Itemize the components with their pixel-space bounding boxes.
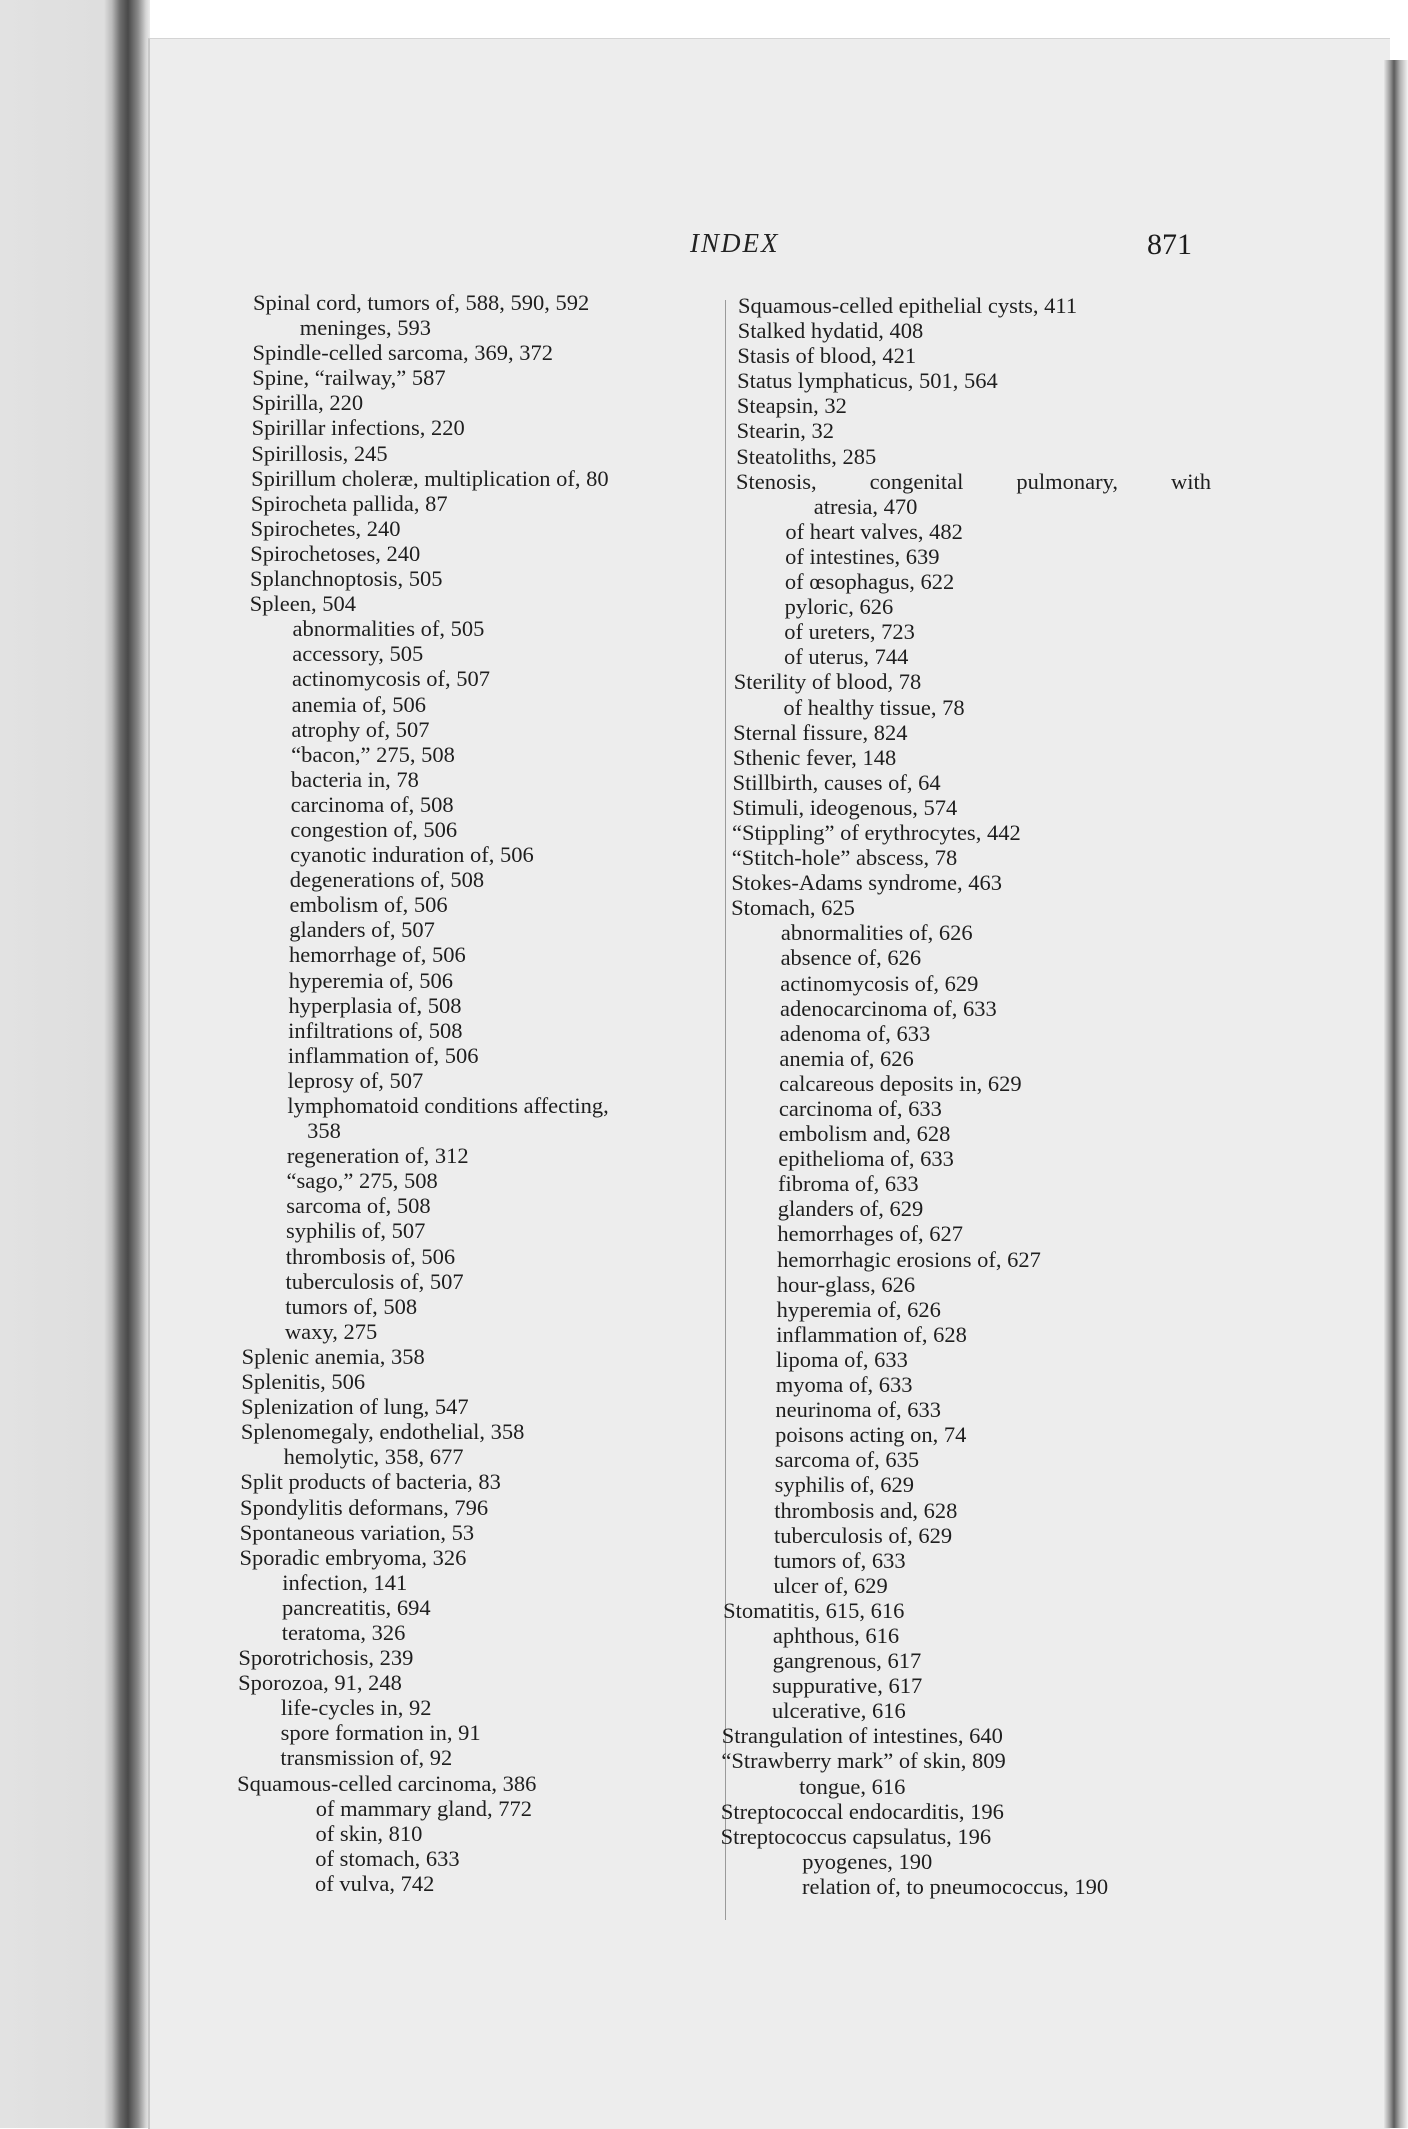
index-entry: accessory, 505 <box>292 641 424 667</box>
index-entry: Status lymphaticus, 501, 564 <box>737 368 998 394</box>
index-entry: of vulva, 742 <box>315 1870 435 1896</box>
index-entry: Sternal fissure, 824 <box>733 719 908 745</box>
index-entry: epithelioma of, 633 <box>778 1146 954 1172</box>
index-entry: regeneration of, 312 <box>286 1143 469 1169</box>
index-entry: ulcer of, 629 <box>773 1572 888 1598</box>
index-entry: “Stippling” of erythrocytes, 442 <box>732 819 1021 845</box>
index-entry: “sago,” 275, 508 <box>286 1168 438 1194</box>
index-entry: tumors of, 508 <box>285 1293 418 1319</box>
index-entry: carcinoma of, 633 <box>778 1096 942 1121</box>
index-entry: pancreatitis, 694 <box>281 1594 431 1620</box>
index-entry: gangrenous, 617 <box>772 1648 922 1674</box>
index-entry: carcinoma of, 508 <box>290 791 454 817</box>
index-entry: embolism and, 628 <box>778 1121 951 1147</box>
index-entry: Stasis of blood, 421 <box>737 343 917 369</box>
index-entry: 358 <box>307 1118 341 1144</box>
index-entry: Squamous-celled carcinoma, 386 <box>237 1770 537 1796</box>
index-entry: cyanotic induration of, 506 <box>290 842 534 868</box>
index-entry: Spontaneous variation, 53 <box>239 1519 475 1545</box>
index-entry: Spirocheta pallida, 87 <box>250 490 448 516</box>
index-entry: Spirilla, 220 <box>251 390 364 416</box>
running-head: INDEX <box>690 228 780 258</box>
index-entry: syphilis of, 629 <box>774 1472 914 1498</box>
index-entry: tongue, 616 <box>799 1773 906 1799</box>
index-entry: Steatoliths, 285 <box>736 443 877 469</box>
index-entry: tuberculosis of, 507 <box>285 1268 464 1294</box>
index-entry: absence of, 626 <box>780 945 922 971</box>
index-entry: Stillbirth, causes of, 64 <box>732 769 941 795</box>
index-entry: Splenomegaly, endothelial, 358 <box>240 1419 525 1445</box>
index-entry: Streptococcus capsulatus, 196 <box>720 1823 992 1849</box>
index-entry: glanders of, 629 <box>777 1196 924 1222</box>
index-entry: bacteria in, 78 <box>290 766 419 792</box>
index-entry: aphthous, 616 <box>772 1622 900 1648</box>
index-entry: Spindle-celled sarcoma, 369, 372 <box>252 340 553 366</box>
index-entry: lymphomatoid conditions affecting, <box>287 1093 609 1118</box>
index-entry: actinomycosis of, 507 <box>291 666 491 692</box>
index-entry: Squamous-celled epithelial cysts, 411 <box>738 293 1078 318</box>
index-entry: thrombosis of, 506 <box>285 1243 456 1269</box>
index-entry: myoma of, 633 <box>775 1372 913 1398</box>
index-entry: Sporadic embryoma, 326 <box>239 1544 467 1570</box>
index-entry: Stalked hydatid, 408 <box>737 318 924 344</box>
index-entry: abnormalities of, 626 <box>780 920 973 946</box>
index-entry: Sthenic fever, 148 <box>732 744 897 770</box>
index-entry: Stokes-Adams syndrome, 463 <box>731 870 1003 896</box>
index-entry: Spine, “railway,” 587 <box>252 365 446 391</box>
index-entry: leprosy of, 507 <box>287 1067 424 1093</box>
index-entry: of heart valves, 482 <box>785 518 963 544</box>
index-entry: Splenization of lung, 547 <box>241 1394 469 1420</box>
index-entry: life-cycles in, 92 <box>280 1695 432 1721</box>
index-entry: spore formation in, 91 <box>280 1720 481 1746</box>
index-entry: lipoma of, 633 <box>776 1346 908 1372</box>
index-entry: Stenosis, congenital pulmonary, with <box>736 468 1211 494</box>
index-entry: hemolytic, 358, 677 <box>283 1444 464 1470</box>
index-entry: hemorrhage of, 506 <box>288 942 466 968</box>
index-entry: transmission of, 92 <box>280 1745 453 1771</box>
index-entry: fibroma of, 633 <box>778 1171 919 1197</box>
index-entry: Spirillosis, 245 <box>251 440 388 466</box>
index-entry: of mammary gland, 772 <box>315 1795 532 1821</box>
index-entry: of œsophagus, 622 <box>784 569 955 595</box>
index-entry: ulcerative, 616 <box>772 1698 906 1724</box>
index-entry: Spirillum choleræ, multiplication of, 80 <box>251 465 609 491</box>
index-entry: hemorrhages of, 627 <box>777 1221 963 1247</box>
index-entry: relation of, to pneumococcus, 190 <box>802 1873 1109 1899</box>
index-entry: Stearin, 32 <box>736 418 835 444</box>
index-entry: adenoma of, 633 <box>779 1020 931 1046</box>
index-entry: atresia, 470 <box>813 493 918 519</box>
index-entry: Spirochetoses, 240 <box>250 540 421 566</box>
index-entry: infiltrations of, 508 <box>288 1017 463 1043</box>
index-entry: Splenitis, 506 <box>241 1369 366 1395</box>
index-entry: Strangulation of intestines, 640 <box>721 1723 1003 1749</box>
index-entry: teratoma, 326 <box>281 1619 406 1645</box>
index-entry: tumors of, 633 <box>773 1547 906 1573</box>
index-entry: of skin, 810 <box>315 1820 423 1846</box>
index-entry: Steapsin, 32 <box>736 393 847 419</box>
index-entry: “Strawberry mark” of skin, 809 <box>721 1748 1006 1774</box>
index-entry: inflammation of, 506 <box>287 1042 479 1068</box>
index-entry: “Stitch-hole” abscess, 78 <box>731 845 958 871</box>
index-entry: Sporotrichosis, 239 <box>238 1645 414 1671</box>
column-divider <box>725 300 726 1920</box>
index-entry: Streptococcal endocarditis, 196 <box>720 1798 1004 1824</box>
index-entry: Split products of bacteria, 83 <box>240 1469 501 1495</box>
index-entry: Sporozoa, 91, 248 <box>238 1670 402 1696</box>
index-entry: “bacon,” 275, 508 <box>291 741 455 767</box>
index-entry: of intestines, 639 <box>785 543 940 569</box>
index-entry: poisons acting on, 74 <box>775 1422 967 1448</box>
index-entry: hyperemia of, 626 <box>776 1296 941 1322</box>
index-entry: adenocarcinoma of, 633 <box>780 995 997 1021</box>
index-entry: calcareous deposits in, 629 <box>779 1070 1022 1096</box>
index-entry: Stomach, 625 <box>731 895 855 921</box>
index-entry: hour-glass, 626 <box>776 1271 916 1297</box>
index-entry: hyperemia of, 506 <box>288 967 454 993</box>
index-entry: actinomycosis of, 629 <box>780 970 979 996</box>
index-entry: sarcoma of, 508 <box>286 1193 431 1219</box>
index-entry: congestion of, 506 <box>290 816 458 842</box>
index-entry: Splenic anemia, 358 <box>241 1343 425 1369</box>
index-entry: meninges, 593 <box>299 315 431 341</box>
index-entry: of ureters, 723 <box>784 619 915 645</box>
index-entry: of healthy tissue, 78 <box>783 694 965 720</box>
index-entry: abnormalities of, 505 <box>292 616 485 642</box>
index-entry: suppurative, 617 <box>772 1673 923 1699</box>
page-number: 871 <box>1147 228 1192 261</box>
index-entry: anemia of, 626 <box>779 1045 914 1071</box>
index-entry: tuberculosis of, 629 <box>774 1522 953 1548</box>
index-entry: Splanchnoptosis, 505 <box>250 566 443 592</box>
index-entry: Spirillar infections, 220 <box>251 415 465 441</box>
index-entry: syphilis of, 507 <box>286 1218 426 1244</box>
index-entry: pyloric, 626 <box>784 594 894 620</box>
index-entry: Stimuli, ideogenous, 574 <box>732 794 958 820</box>
page-edge-shadow <box>1384 60 1408 2128</box>
index-entry: of stomach, 633 <box>315 1845 460 1871</box>
index-entry: glanders of, 507 <box>289 917 435 943</box>
index-entry: infection, 141 <box>282 1569 408 1595</box>
index-entry: degenerations of, 508 <box>289 867 485 893</box>
index-entry: embolism of, 506 <box>289 892 448 918</box>
index-entry: of uterus, 744 <box>784 644 909 670</box>
index-entry: sarcoma of, 635 <box>774 1447 920 1473</box>
index-entry: Spondylitis deformans, 796 <box>240 1494 489 1520</box>
index-entry: hemorrhagic erosions of, 627 <box>777 1246 1041 1272</box>
index-entry: Sterility of blood, 78 <box>733 669 922 695</box>
index-entry: Spinal cord, tumors of, 588, 590, 592 <box>253 290 590 315</box>
index-entry: Spleen, 504 <box>249 591 356 617</box>
index-entry: Spirochetes, 240 <box>250 515 401 541</box>
index-entry: hyperplasia of, 508 <box>288 992 462 1018</box>
index-column-right <box>0 293 1211 1899</box>
index-entry: pyogenes, 190 <box>802 1848 933 1874</box>
index-entry: thrombosis and, 628 <box>774 1497 958 1523</box>
index-entry: neurinoma of, 633 <box>775 1397 942 1423</box>
index-entry: Stomatitis, 615, 616 <box>723 1597 905 1623</box>
index-entry: waxy, 275 <box>284 1318 378 1344</box>
index-entry: anemia of, 506 <box>291 691 427 717</box>
index-entry: inflammation of, 628 <box>776 1321 967 1347</box>
index-entry: atrophy of, 507 <box>291 716 430 742</box>
